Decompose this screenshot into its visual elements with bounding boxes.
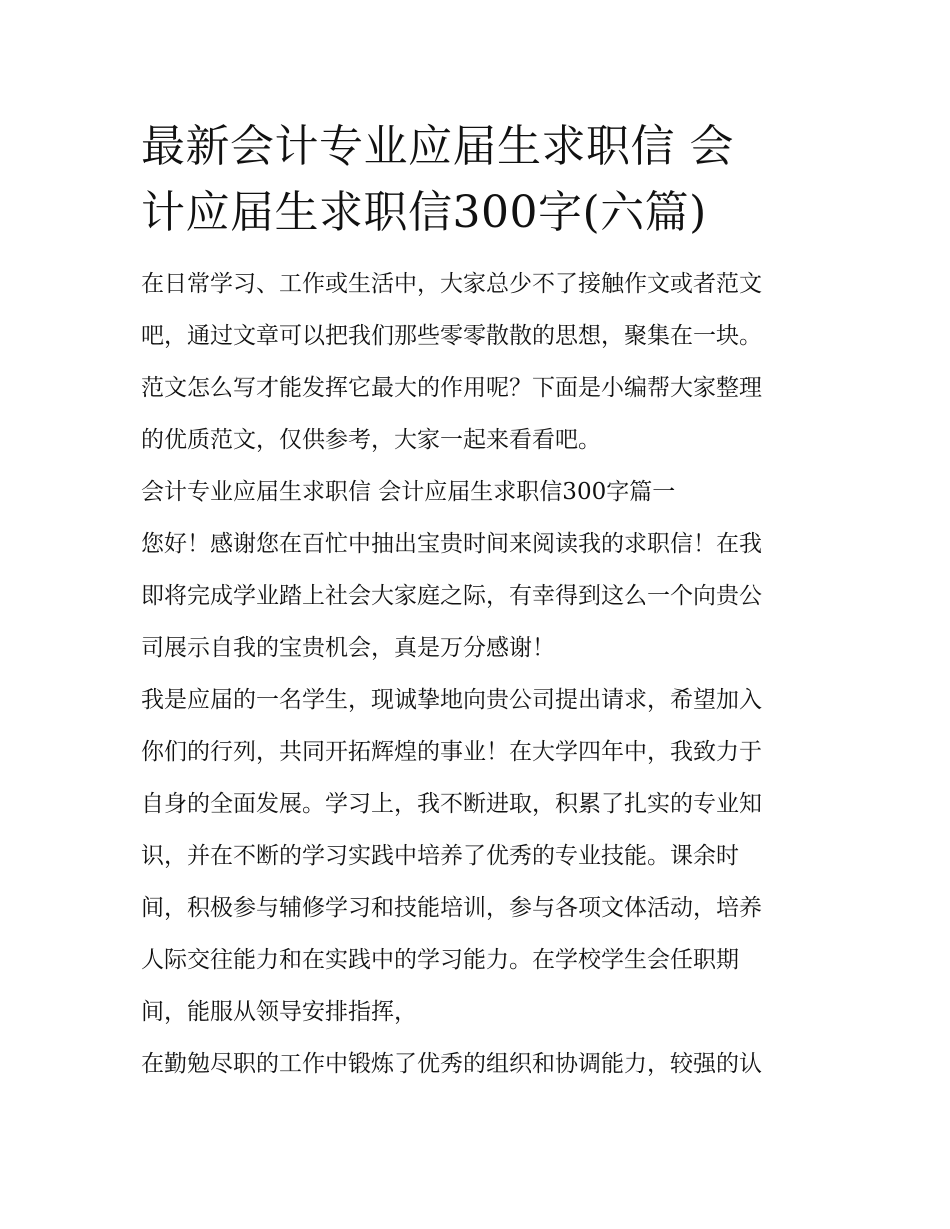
title-line: 最新会计专业应届生求职信 会: [141, 121, 734, 172]
intro-line: 的优质范文，仅供参考，大家一起来看看吧。: [141, 427, 601, 453]
title-spacer: [141, 246, 813, 258]
paragraph-line: 识，并在不断的学习实践中培养了优秀的专业技能。课余时: [141, 843, 739, 869]
intro-line: 吧，通过文章可以把我们那些零零散散的思想，聚集在一块。: [141, 323, 762, 349]
paragraph-line: 我是应届的一名学生，现诚挚地向贵公司提出请求，希望加入: [141, 687, 762, 713]
paragraph-line: 人际交往能力和在实践中的学习能力。在学校学生会任职期: [141, 947, 739, 973]
intro-line: 范文怎么写才能发挥它最大的作用呢？下面是小编帮大家整理: [141, 375, 762, 401]
paragraph-line: 司展示自我的宝贵机会，真是万分感谢！: [141, 635, 555, 661]
section-heading: [141, 466, 813, 518]
paragraph-line: 即将完成学业踏上社会大家庭之际，有幸得到这么一个向贵公: [141, 583, 762, 609]
paragraph-line: 间，积极参与辅修学习和技能培训，参与各项文体活动，培养: [141, 895, 762, 921]
paragraph-line: 你们的行列，共同开拓辉煌的事业！在大学四年中，我致力于: [141, 739, 762, 765]
section-heading-text: 会计专业应届生求职信 会计应届生求职信300字篇一: [141, 479, 676, 505]
intro-paragraph: [141, 258, 813, 466]
intro-line: 在日常学习、工作或生活中，大家总少不了接触作文或者范文: [141, 271, 762, 297]
document-content: [141, 114, 813, 1090]
letter-paragraph-3: [141, 1038, 813, 1090]
title-line: 计应届生求职信300字(六篇): [141, 187, 707, 238]
paragraph-line: 您好！感谢您在百忙中抽出宝贵时间来阅读我的求职信！在我: [141, 531, 762, 557]
paragraph-line: 自身的全面发展。学习上，我不断进取，积累了扎实的专业知: [141, 791, 762, 817]
letter-paragraph-1: [141, 518, 813, 674]
document-title: [141, 114, 813, 246]
paragraph-line: 间，能服从领导安排指挥，: [141, 999, 417, 1025]
paragraph-line: 在勤勉尽职的工作中锻炼了优秀的组织和协调能力，较强的认: [141, 1051, 762, 1077]
letter-paragraph-2: [141, 674, 813, 1038]
